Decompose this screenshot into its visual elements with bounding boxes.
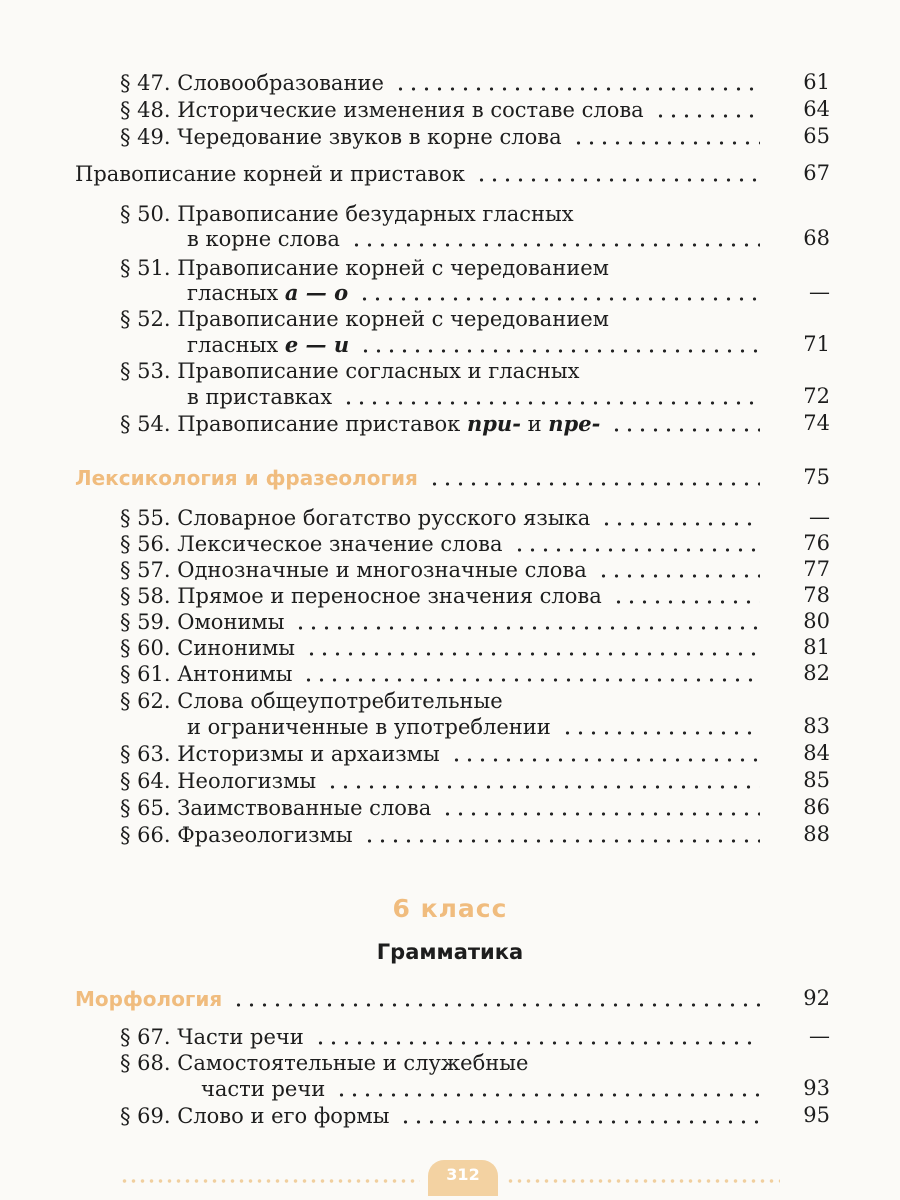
entry-title: § 59. Омонимы [120,610,285,634]
entry-page: 74 [803,411,830,435]
entry-page: 86 [803,795,830,819]
entry-page: — [809,280,830,304]
entry-title: § 66. Фразеологизмы [120,823,353,847]
entry-page: 81 [803,635,830,659]
entry-title-line2: части речи [201,1077,326,1101]
entry-page: 64 [803,97,830,121]
entry-title: § 49. Чередование звуков в корне слова [120,125,562,149]
toc-entry[interactable] [120,657,830,687]
entry-title-line2: и ограниченные в употреблении [187,715,551,739]
entry-title: § 56. Лексическое значение слова [120,532,503,556]
entry-italic: е — и [284,332,350,357]
entry-page: 88 [803,822,830,846]
dot-leader [314,1024,760,1046]
entry-title: § 60. Синонимы [120,636,295,660]
heading-page: 67 [803,161,830,185]
dot-leader [342,384,760,406]
entry-title-line1: § 52. Правописание корней с чередованием [120,307,609,331]
dot-leader [475,161,760,183]
entry-italic: пре- [548,411,601,436]
entry-title: § 63. Историзмы и архаизмы [120,742,440,766]
toc-entry[interactable] [187,222,830,252]
entry-page: 85 [803,768,830,792]
heading-page: 75 [803,465,830,489]
page-number-badge: 312 [428,1160,498,1196]
entry-page: 78 [803,583,830,607]
entry-page: 68 [803,226,830,250]
entry-text: гласных [187,333,285,357]
heading-page: 92 [803,986,830,1010]
dot-leader [610,411,760,433]
entry-page: 83 [803,714,830,738]
dot-leader [232,986,760,1008]
grade-heading: 6 класс [392,894,508,923]
entry-page: 80 [803,609,830,633]
entry-text: § 54. Правописание приставок [120,412,467,436]
toc-entry[interactable] [187,1072,830,1102]
toc-entry[interactable] [187,380,830,410]
dot-leader [513,531,761,553]
entry-page: 72 [803,384,830,408]
entry-title-line1: § 68. Самостоятельные и служебные [120,1051,529,1075]
subject-heading: Грамматика [376,940,524,964]
toc-entry[interactable] [120,791,830,821]
entry-page: 71 [803,332,830,356]
toc-entry[interactable] [120,407,830,437]
dot-leader [326,768,760,790]
heading-title: Морфология [75,987,223,1011]
entry-title: § 61. Антонимы [120,662,293,686]
entry-page: 93 [803,1076,830,1100]
dot-leader [597,557,760,579]
dot-leader [358,280,760,302]
entry-page: 76 [803,531,830,555]
toc-entry[interactable] [187,276,830,306]
entry-text: гласных [187,281,285,305]
toc-entry[interactable] [120,764,830,794]
toc-entry[interactable] [187,328,830,358]
toc-heading[interactable] [75,982,830,1012]
entry-title-line1: § 53. Правописание согласных и гласных [120,359,580,383]
entry-title: § 69. Слово и его формы [120,1104,390,1128]
entry-title: § 48. Исторические изменения в составе слова [120,98,644,122]
entry-title-line1: § 51. Правописание корней с чередованием [120,256,609,280]
toc-entry[interactable] [120,818,830,848]
entry-title [120,411,600,437]
dot-leader [450,741,760,763]
dot-leader [399,1103,760,1125]
dot-leader [612,583,760,605]
entry-page: 84 [803,741,830,765]
dot-leader [561,714,760,736]
toc-entry[interactable] [120,1020,830,1050]
entry-title: § 67. Части речи [120,1025,304,1049]
dot-leader [394,70,760,92]
toc-entry[interactable] [120,93,830,123]
entry-title: § 57. Однозначные и многозначные слова [120,558,587,582]
dot-leader [654,97,760,119]
dot-leader [294,609,760,631]
dot-leader [305,635,760,657]
entry-page: — [809,1024,830,1048]
entry-text: и [520,412,549,436]
entry-title-line2: в приставках [187,385,333,409]
entry-title: § 47. Словообразование [120,71,384,95]
entry-title: § 58. Прямое и переносное значения слова [120,584,602,608]
entry-italic: при- [466,411,521,436]
entry-page: — [809,505,830,529]
dot-leader [428,465,760,487]
dot-leader [335,1076,760,1098]
dot-leader [302,661,760,683]
dot-leader [363,822,760,844]
entry-title-line2 [187,332,349,358]
footer-dotted-rule-left [120,1178,420,1184]
dot-leader [359,332,760,354]
toc-entry[interactable] [187,710,830,740]
entry-title-line1: § 50. Правописание безударных гласных [120,202,574,226]
entry-page: 82 [803,661,830,685]
toc-heading[interactable] [75,157,830,187]
entry-page: 95 [803,1103,830,1127]
entry-title-line2 [187,280,348,306]
toc-entry[interactable] [120,66,830,96]
entry-page: 77 [803,557,830,581]
dot-leader [600,505,760,527]
heading-title: Лексикология и фразеология [75,466,418,490]
toc-entry[interactable] [120,737,830,767]
dot-leader [572,124,760,146]
entry-page: 65 [803,124,830,148]
toc-heading[interactable] [75,461,830,491]
entry-title-line2: в корне слова [187,227,340,251]
entry-title-line1: § 62. Слова общеупотребительные [120,689,503,713]
toc-entry[interactable] [120,120,830,150]
entry-title: § 55. Словарное богатство русского языка [120,506,591,530]
dot-leader [350,226,760,248]
entry-title: § 65. Заимствованные слова [120,796,432,820]
entry-title: § 64. Неологизмы [120,769,317,793]
heading-title: Правописание корней и приставок [75,162,466,186]
toc-entry[interactable] [120,1099,830,1129]
dot-leader [441,795,760,817]
entry-page: 61 [803,70,830,94]
footer-dotted-rule-right [506,1178,780,1184]
entry-italic: а — о [284,280,349,305]
